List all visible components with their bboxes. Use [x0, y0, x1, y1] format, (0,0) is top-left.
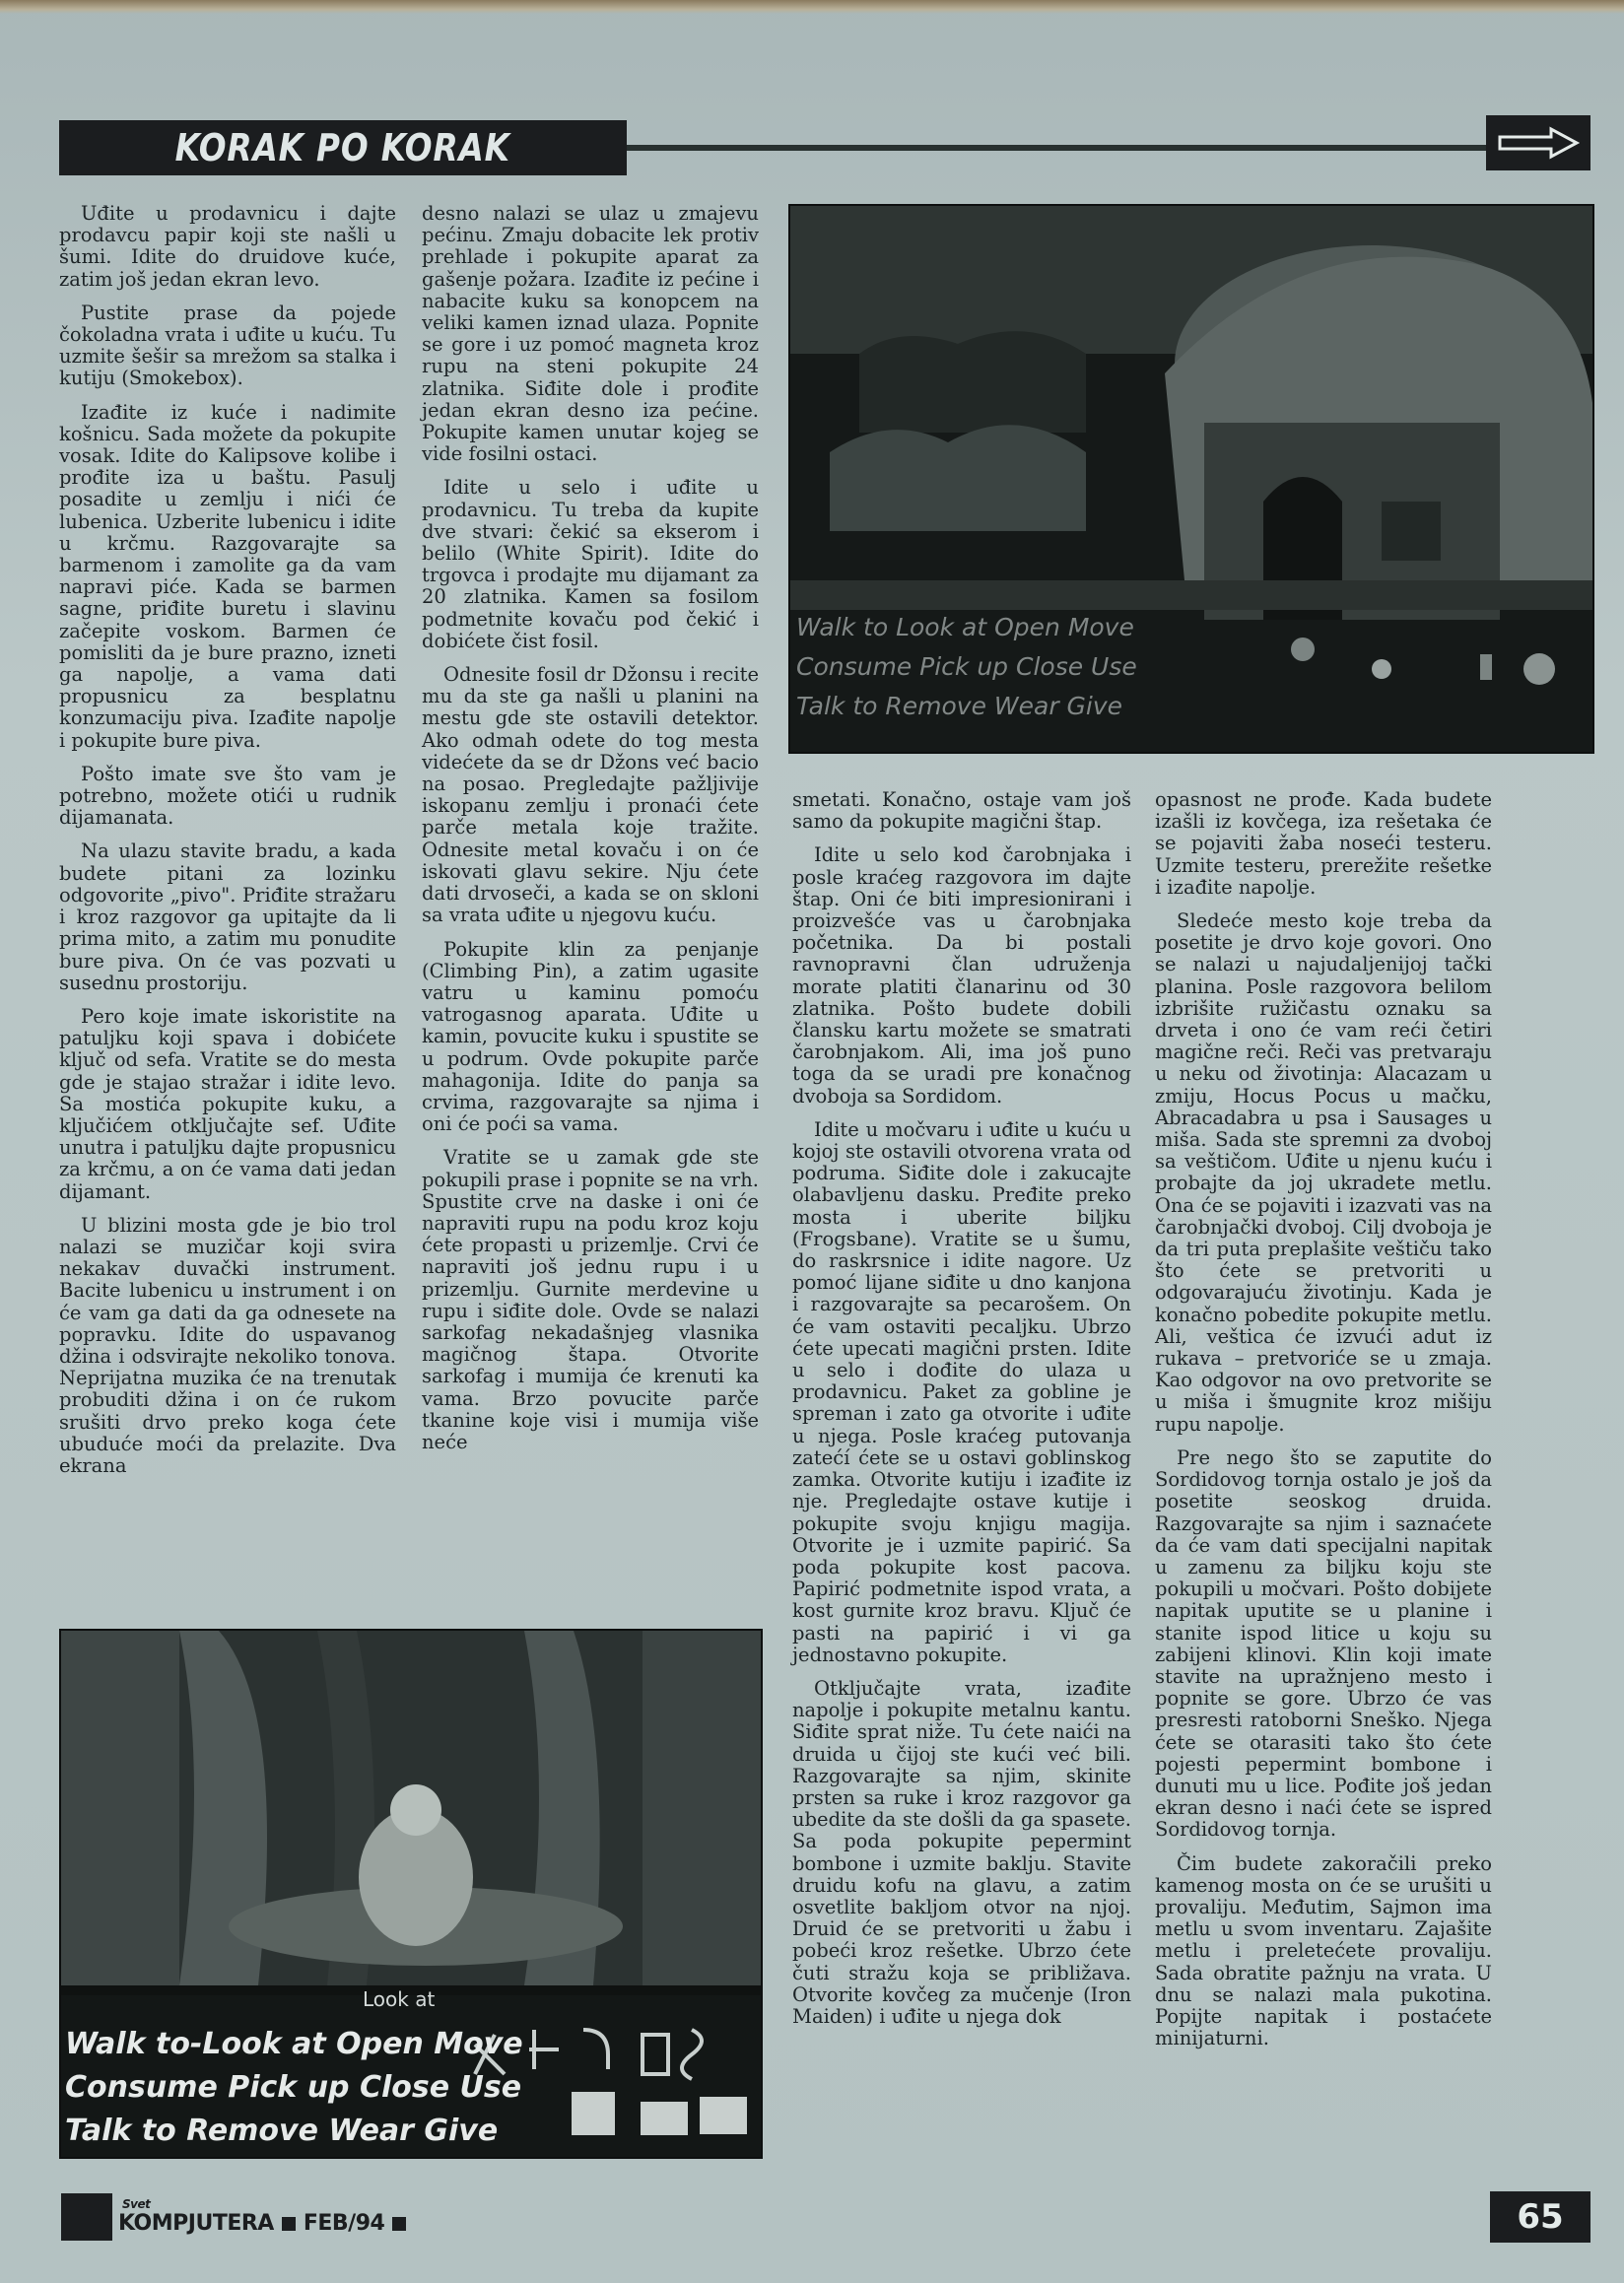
section-title-bar: [59, 120, 627, 175]
paragraph: Pokupite klin za penjanje (Climbing Pin), a zatim ugasite vatru u kaminu pomoću vatrogasnog aparata. Uđite u kamin, povucite kuku i spustite se u podrum. Ovde pokupite parče mahagonija. Idite do panja sa crvima, razgovarajte sa njima i oni će poći sa vama.: [422, 937, 759, 1136]
paragraph: smetati. Konačno, ostaje vam još samo da pokupite magični štap.: [792, 788, 1131, 834]
footer-square: [61, 2193, 112, 2241]
paragraph: Čim budete zakoračili preko kamenog mosta on će se urušiti u provaliju. Međutim, Sajmon ima metlu u svom inventaru. Zajašite metlu i preletećete provaliju. Sada obratite pažnju na vrata. U dnu se nalazi mala pukotina. Popijte napitak i postaćete minijaturni.: [1155, 1851, 1492, 2050]
verb-menu: [65, 2023, 523, 2153]
game-screenshot-house: [788, 204, 1594, 754]
verb-row: Talk to Remove Wear Give: [65, 2114, 499, 2148]
text-column-1: [59, 203, 396, 1489]
paragraph: Otključajte vrata, izađite napolje i pokupite metalnu kantu. Siđite sprat niže. Tu ćete naići na druida u čijoj ste kući već bili. Razgovarajte sa njim, skinite prsten sa ruke i kroz razgovor ga ubedite da ste došli da ga spasete. Sa poda pokupite pepermint bombone i uzmite baklju. Stavite druidu kofu na glavu, a zatim osvetlite bakljom otvor na njoj. Druid će se pretvoriti u žabu i pobeći kroz rešetke. Ubrzo ćete čuti stražu koja se približava. Otvorite kovčeg za mučenje (Iron Maiden) i uđite u njega dok: [792, 1676, 1131, 2028]
status-line: Look at: [363, 1987, 436, 2011]
text-column-4: [1155, 789, 1492, 2061]
page-number: 65: [1490, 2191, 1590, 2243]
verb-menu: [796, 608, 1137, 726]
paragraph: Sledeće mesto koje treba da posetite je drvo koje govori. Ono se nalazi u najudaljenijoj tački planina. Posle razgovora belilom izbrišite ružičastu oznaku sa drveta i ono će vam reći četiri magične reči. Reči vas pretvaraju u neku od životinja: Alacazam u zmiju, Hocus Pocus u mačku, Abracadabra u psa i Sausages u miša. Sada ste spremni za dvoboj sa veštičom. Uđite u njenu kuću i probajte da joj ukradete metlu. Ona će se pojaviti i izazvati vas na čarobnjački dvoboj. Cilj dvoboja je da tri puta preplašite veštiču tako što ćete se pretvoriti u odgovarajuću životinju. Kada je konačno pobedite pokupite metlu. Ali, veštica će izvući adut iz rukava – pretvoriće se u zmaja. Kao odgovor na ovo pretvorite se u miša i šmugnite kroz mišiju rupu napolje.: [1155, 909, 1492, 1436]
verb-row: Walk to Look at Open Move: [796, 613, 1134, 641]
text-column-2: [422, 203, 759, 1465]
footer-brand: [118, 2197, 406, 2236]
game-screenshot-forest: [59, 1629, 763, 2159]
verb-row: Consume Pick up Close Use: [65, 2070, 522, 2105]
paragraph: opasnost ne prođe. Kada budete izašli iz kovčega, iza rešetaka će se pojaviti žaba noseći testeru. Uzmite testeru, prerežite rešetke i izađite napolje.: [1155, 788, 1492, 899]
section-title: KORAK PO KORAK: [174, 126, 511, 169]
paragraph: Pošto imate sve što vam je potrebno, možete otići u rudnik dijamanata.: [59, 762, 396, 830]
verb-row: Walk to-Look at Open Move: [65, 2027, 523, 2061]
continue-arrow-box: [1486, 115, 1590, 170]
text-column-3: [792, 789, 1131, 2040]
paragraph: Vratite se u zamak gde ste pokupili prase i popnite se na vrh. Spustite crve na daske i oni će napraviti rupu na podu kroz koju ćete propasti u prizemlje. Crvi će napraviti još jednu rupu i u prizemlju. Gurnite merdevine u rupu i siđite dole. Ovde se nalazi sarkofag nekadašnjeg vlasnika magičnog štapa. Otvorite sarkofag i mumija će krenuti ka vama. Brzo povucite parče tkanine koje visi i mumija više neće: [422, 1146, 759, 1453]
paragraph: Pustite prase da pojede čokoladna vrata i uđite u kuću. Tu uzmite šešir sa mrežom sa stalka i kutiju (Smokebox).: [59, 301, 396, 390]
verb-row: Talk to Remove Wear Give: [796, 692, 1123, 720]
brand-small: Svet: [122, 2197, 151, 2211]
issue-date: FEB/94: [303, 2211, 385, 2236]
paragraph: desno nalazi se ulaz u zmajevu pećinu. Zmaju dobacite lek protiv prehlade i pokupite aparat za gašenje požara. Izađite iz pećine i nabacite kuku sa konopcem na veliki kamen iznad ulaza. Popnite se gore i uz pomoć magneta kroz rupu na steni pokupite 24 zlatnika. Siđite dole i prođite jedan ekran desno iza pećine. Pokupite kamen unutar kojeg se vide fosilni ostaci.: [422, 202, 759, 466]
paragraph: Idite u selo kod čarobnjaka i posle kraćeg razgovora im dajte štap. Oni će biti impresionirani i proizvešće vas u čarobnjaka početnika. Da bi postali ravnopravni član udruženja morate platiti članarinu od 30 zlatnika. Pošto budete dobili člansku kartu možete se smatrati čarobnjakom. Ali, ima još puno toga da se uradi pre konačnog dvoboja sa Sordidom.: [792, 843, 1131, 1108]
paragraph: Idite u selo i uđite u prodavnicu. Tu treba da kupite dve stvari: čekić sa ekserom i belilo (White Spirit). Idite do trgovca i prodajte mu dijamant za 20 zlatnika. Kamen sa fosilom podmetnite kovaču pod čekić i dobićete čist fosil.: [422, 476, 759, 652]
header-rule: [627, 145, 1488, 151]
footer-bullet: [282, 2217, 296, 2231]
paragraph: Odnesite fosil dr Džonsu i recite mu da ste ga našli u planini na mestu gde ste ostavili detektor. Ako odmah odete do tog mesta videćete da se dr Džons već bacio na posao. Pregledajte pažljivije iskopanu zemlju i pronaći ćete parče metala koje tražite. Odnesite metal kovaču i on će iskovati glavu sekire. Nju ćete dati drvoseči, a kada se on skloni sa vrata uđite u njegovu kuću.: [422, 663, 759, 927]
paragraph: Na ulazu stavite bradu, a kada budete pitani za lozinku odgovorite „pivo". Priđite stražaru i kroz razgovor ga upitajte da li prima mito, a zatim mu ponudite bure piva. On će vas pozvati u susednu prostoriju.: [59, 839, 396, 994]
torn-edge: [0, 0, 1624, 14]
brand-name: KOMPJUTERA: [118, 2211, 274, 2236]
paragraph: Pero koje imate iskoristite na patuljku koji spava i dobićete ključ od sefa. Vratite se do mesta gde je stajao stražar i idite levo. Sa mostića pokupite kuku, a ključićem otključajte sef. Uđite unutra i patuljku dajte propusnicu za krčmu, a on će vama dati jedan dijamant.: [59, 1004, 396, 1203]
paragraph: Pre nego što se zaputite do Sordidovog tornja ostalo je još da posetite seoskog druida. Razgovarajte sa njim i saznaćete da će vam dati specijalni napitak u zamenu za biljku koju ste pokupili u močvari. Pošto dobijete napitak uputite se u planine i stanite ispod litice u koju su zabijeni klinovi. Klin koji imate stavite na upražnjeno mesto i popnite se gore. Ubrzo će vas presresti ratoborni Sneško. Njega ćete se otarasiti tako što ćete pojesti pepermint bombone i dunuti mu u lice. Pođite još jedan ekran desno i naći ćete se ispred Sordidovog tornja.: [1155, 1445, 1492, 1842]
footer-bullet: [392, 2217, 406, 2231]
verb-row: Consume Pick up Close Use: [796, 652, 1137, 681]
arrow-right-icon: [1496, 126, 1581, 160]
paragraph: Uđite u prodavnicu i dajte prodavcu papir koji ste našli u šumi. Idite do druidove kuće, zatim još jedan ekran levo.: [59, 202, 396, 291]
paragraph: Idite u močvaru i uđite u kuću u kojoj ste ostavili otvorena vrata od podruma. Siđite dole i zakucajte olabavljenu dasku. Pređite preko mosta i uberite biljku (Frogsbane). Vratite se u šumu, do raskrsnice i idite nagore. Uz pomoć lijane siđite u dno kanjona i razgovarajte sa pecarošem. On će vam ostaviti pecaljku. Ubrzo ćete upecati magični prsten. Idite u selo i dođite do ulaza u prodavnicu. Paket za gobline je spreman i zato ga otvorite i uđite u njega. Posle kraćeg putovanja zatećí ćete se u ostavi goblinskog zamka. Otvorite kutiju i izađite iz nje. Pregledajte ostave kutije i pokupite svoju knjigu magija. Otvorite je i uzmite papirić. Sa poda pokupite kost pacova. Papirić podmetnite ispod vrata, a kost gurnite kroz bravu. Ključ će pasti na papirić i vi ga jednostavno pokupite.: [792, 1117, 1131, 1666]
paragraph: Izađite iz kuće i nadimite košnicu. Sada možete da pokupite vosak. Idite do Kalipsove kolibe i prođite iza u baštu. Pasulj posadite u zemlju i nići će lubenica. Uzberite lubenicu i idite u krčmu. Razgovarajte sa barmenom i zamolite ga da vam napravi piće. Kada se barmen sagne, priđite buretu i slavinu začepite voskom. Barmen će pomisliti da je bure prazno, izneti ga napolje, a vama dati propusnicu za besplatnu konzumaciju piva. Izađite napolje i pokupite bure piva.: [59, 400, 396, 752]
paragraph: U blizini mosta gde je bio trol nalazi se muzičar koji svira nekakav duvački instrument. Bacite lubenicu u instrument i on će vam ga dati da ga odnesete na popravku. Idite do uspavanog džina i odsvirajte nekoliko tonova. Neprijatna muzika će na trenutak probuditi džina i on će rukom srušiti drvo preko koga ćete ubuduće moći da prelazite. Dva ekrana: [59, 1213, 396, 1477]
